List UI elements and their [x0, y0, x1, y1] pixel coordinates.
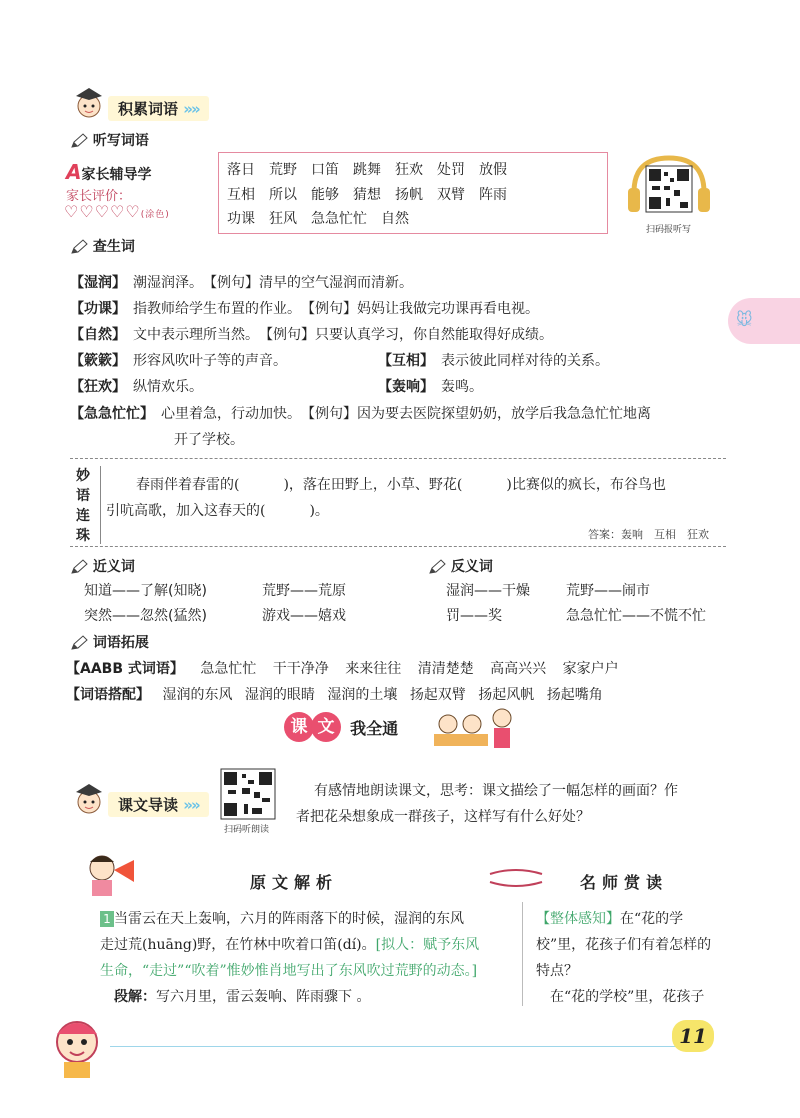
aabb-row: 【AABB 式词语】 急急忙忙 干干净净 来来往往 清清楚楚 高高兴兴 家家户户	[66, 661, 619, 677]
analysis-line-3: 生命，“走过”“吹着”惟妙惟肖地写出了东风吹过荒野的动态。]	[100, 963, 478, 979]
synonym-4: 游戏——嬉戏	[262, 608, 346, 624]
pencil-icon	[70, 133, 88, 149]
miaoyu-answer: 答案：轰响 互相 狂欢	[588, 528, 709, 541]
footer-line	[110, 1046, 680, 1047]
antonym-1: 湿润——干燥	[446, 583, 530, 599]
parent-eval-label: 家长评价：	[66, 189, 132, 204]
entry-kuanghuan: 【狂欢】 纵情欢乐。	[70, 379, 203, 395]
pencil-icon	[70, 559, 88, 575]
page-number: 11	[672, 1020, 714, 1052]
badge-ke: 课	[284, 712, 314, 742]
analysis-line-2: 走过荒(huāng)野，在竹林中吹着口笛(dí)。[拟人：赋予东风	[100, 937, 480, 953]
column-divider	[522, 902, 523, 1006]
guide-text-2: 者把花朵想象成一群孩子，这样写有什么好处？	[296, 809, 590, 825]
entry-jijimangmang-cont: 开了学校。	[174, 432, 244, 448]
dictation-header: 听写词语	[70, 130, 149, 150]
pencil-icon	[428, 559, 446, 575]
reading-kids-icon	[428, 706, 518, 750]
paragraph-number: 1	[100, 911, 114, 927]
teacher-title: 名师赏读	[580, 873, 669, 892]
cartoon-kid-icon	[70, 86, 108, 126]
hearts-rating[interactable]: ♡♡♡♡♡(涂色)	[64, 202, 170, 221]
synonym-1: 知道——了解(知晓)	[84, 583, 207, 599]
miaoyu-label: 妙 语 连 珠	[72, 466, 101, 544]
kewen-title: 我全通	[350, 719, 399, 738]
analysis-title: 原文解析	[250, 873, 339, 892]
lookup-header: 查生词	[70, 236, 135, 256]
synonyms-header: 近义词	[70, 556, 135, 576]
section-title-accumulate: 积累词语 »»	[108, 96, 209, 121]
kewen-banner	[284, 712, 398, 746]
section-divider-icon	[488, 866, 544, 890]
entry-shirun: 【湿润】 潮湿润泽。 【例句】清早的空气湿润而清新。	[70, 275, 413, 291]
entry-susu: 【簌簌】 形容风吹叶子等的声音。	[70, 353, 287, 369]
guide-text-1: 有感情地朗读课文，思考：课文描绘了一幅怎样的画面？作	[314, 783, 678, 799]
girl-megaphone-icon	[80, 848, 140, 898]
pencil-icon	[70, 635, 88, 651]
divider-bottom	[70, 546, 726, 547]
word-row-1: 落日 荒野 口笛 跳舞 狂欢 处罚 放假	[227, 162, 507, 178]
entry-jijimangmang: 【急急忙忙】 心里着急，行动加快。 【例句】因为要去医院探望奶奶，放学后我急急忙忙地离	[70, 406, 651, 422]
expand-header: 词语拓展	[70, 632, 149, 652]
parent-a-icon: A	[66, 160, 82, 184]
antonym-4: 急急忙忙——不慌不忙	[566, 608, 706, 624]
miaoyu-line-1: 春雨伴着春雷的( )，落在田野上，小草、野花( )比赛似的疯长，布谷鸟也	[136, 477, 666, 493]
mascot-icon: 🐭	[736, 310, 753, 329]
qr-code-icon	[220, 768, 276, 820]
analysis-para-summary: 段解：写六月里，雷云轰响、阵雨骤下 。	[114, 989, 371, 1005]
section-title-guide: 课文导读 »»	[108, 792, 209, 817]
badge-wen: 文	[311, 712, 341, 742]
word-row-2: 互相 所以 能够 猜想 扬帆 双臂 阵雨	[227, 187, 507, 203]
divider-top	[70, 458, 726, 459]
word-row-3: 功课 狂风 急急忙忙 自然	[227, 211, 409, 227]
match-row: 【词语搭配】 湿润的东风 湿润的眼睛 湿润的土壤 扬起双臂 扬起风帆 扬起嘴角	[66, 687, 603, 703]
qr-caption-dictation: 扫码报听写	[646, 225, 692, 235]
antonym-3: 罚——奖	[446, 608, 502, 624]
teacher-line-4: 在“花的学校”里，花孩子	[550, 989, 705, 1005]
cartoon-kid-icon-2	[70, 782, 108, 822]
side-tab	[728, 298, 800, 344]
antonyms-header: 反义词	[428, 556, 493, 576]
teacher-line-1: 【整体感知】在“花的学	[536, 911, 684, 927]
pencil-icon	[70, 239, 88, 255]
teacher-line-2: 校”里，花孩子们有着怎样的	[536, 937, 712, 953]
qr-dictation[interactable]	[624, 152, 714, 235]
entry-huxiang: 【互相】 表示彼此同样对待的关系。	[378, 353, 609, 369]
teacher-line-3: 特点？	[536, 963, 578, 979]
synonym-2: 荒野——荒原	[262, 583, 346, 599]
headphones-qr-icon	[624, 152, 714, 222]
qr-caption-reading: 扫码听朗读	[224, 825, 270, 835]
entry-gongke: 【功课】 指教师给学生布置的作业。 【例句】妈妈让我做完功课再看电视。	[70, 301, 539, 317]
analysis-line-1: 1 当雷云在天上轰响，六月的阵雨落下的时候，湿润的东风	[100, 908, 464, 928]
parent-guide-logo: A家长辅导学	[66, 160, 152, 184]
entry-hongxiang: 【轰响】 轰鸣。	[378, 379, 483, 395]
qr-reading[interactable]	[220, 768, 280, 834]
antonym-2: 荒野——闹市	[566, 583, 650, 599]
footer-mascot-icon	[42, 1012, 112, 1082]
dictation-word-box	[218, 152, 608, 234]
entry-ziran: 【自然】 文中表示理所当然。 【例句】只要认真学习，你自然能取得好成绩。	[70, 327, 553, 343]
synonym-3: 突然——忽然(猛然)	[84, 608, 207, 624]
miaoyu-line-2: 引吭高歌，加入这春天的( )。	[106, 503, 329, 519]
